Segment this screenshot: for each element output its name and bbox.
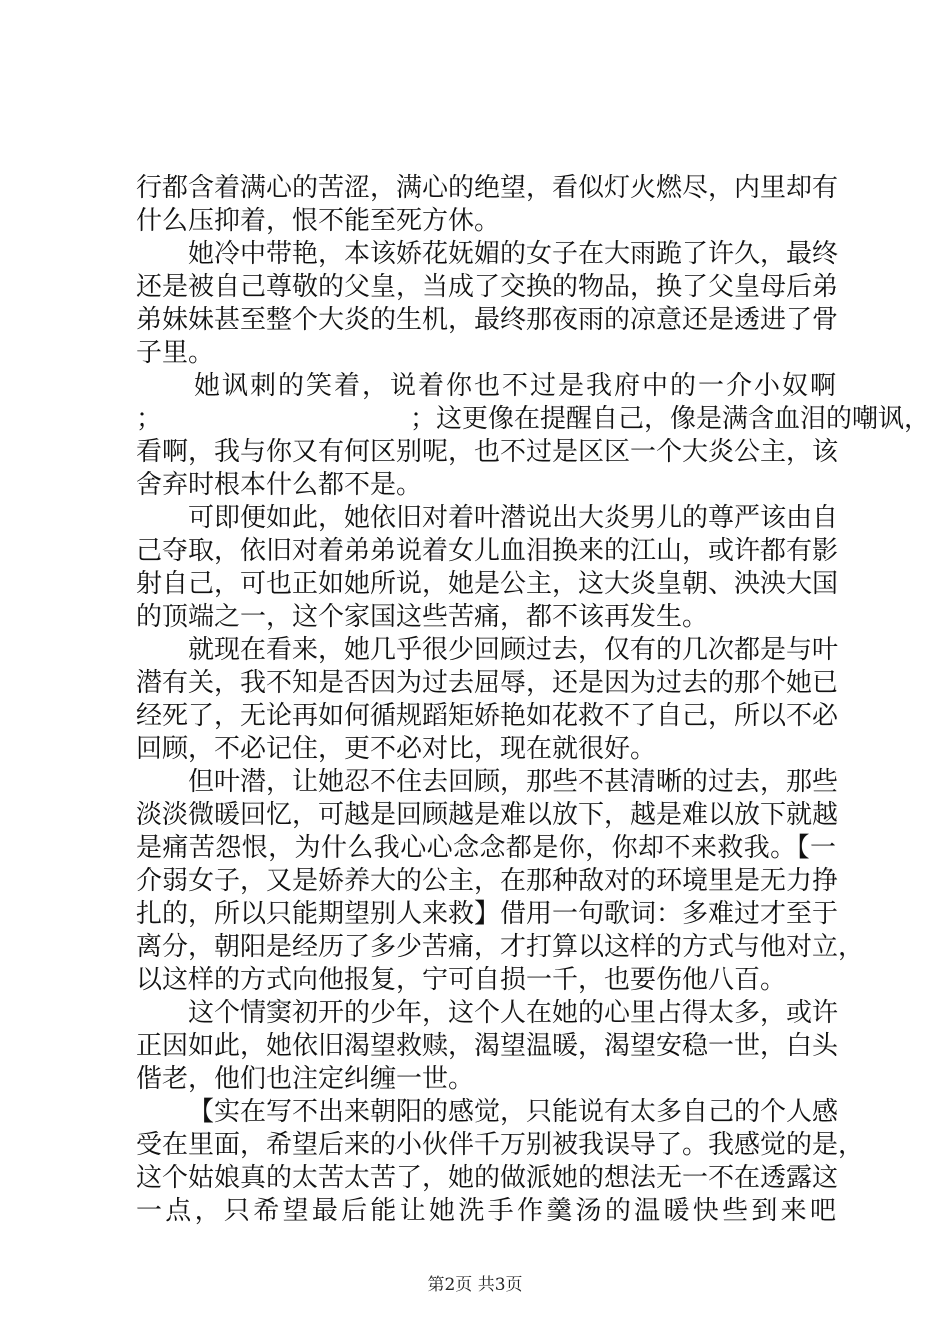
text-line: 她讽刺的笑着，说着你也不过是我府中的一介小奴啊 <box>194 371 836 401</box>
text-line: 偕老，他们也注定纠缠一世。 <box>136 1064 475 1094</box>
text-line: 但叶潜，让她忍不住去回顾，那些不甚清晰的过去，那些 <box>188 767 839 797</box>
text-line: 淡淡微暖回忆，可越是回顾越是难以放下，越是难以放下就越 <box>136 800 839 830</box>
text-line: 行都含着满心的苦涩，满心的绝望，看似灯火燃尽，内里却有 <box>136 173 839 203</box>
text-line: 射自己，可也正如她所说，她是公主，这大炎皇朝、泱泱大国 <box>136 569 839 599</box>
text-line: 介弱女子，又是娇养大的公主，在那种敌对的环境里是无力挣 <box>136 866 839 896</box>
text-line: 正因如此，她依旧渴望救赎，渴望温暖，渴望安稳一世，白头 <box>136 1031 839 1061</box>
text-line: 离分，朝阳是经历了多少苦痛，才打算以这样的方式与他对立， <box>136 932 865 962</box>
text-line: 弟妹妹甚至整个大炎的生机，最终那夜雨的凉意还是透进了骨 <box>136 305 839 335</box>
text-line: 以这样的方式向他报复，宁可自损一千，也要伤他八百。 <box>136 965 787 995</box>
text-line: 一点，只希望最后能让她洗手作羹汤的温暖快些到来吧 <box>136 1196 836 1226</box>
document-body <box>136 172 930 1228</box>
text-line: 己夺取，依旧对着弟弟说着女儿血泪换来的江山，或许都有影 <box>136 536 839 566</box>
text-line: 经死了，无论再如何循规蹈矩娇艳如花救不了自己，所以不必 <box>136 701 839 731</box>
text-line: 就现在看来，她几乎很少回顾过去，仅有的几次都是与叶 <box>188 635 839 665</box>
page-number-footer: 第2页 共3页 <box>427 1275 523 1295</box>
text-line: 【实在写不出来朝阳的感觉，只能说有太多自己的个人感 <box>188 1097 839 1127</box>
text-line: 还是被自己尊敬的父皇，当成了交换的物品，换了父皇母后弟 <box>136 272 839 302</box>
text-line: 子里。 <box>136 338 215 368</box>
text-line: 这个情窦初开的少年，这个人在她的心里占得太多，或许 <box>188 998 839 1028</box>
text-line: 这个姑娘真的太苦太苦了，她的做派她的想法无一不在透露这 <box>136 1163 839 1193</box>
text-line: 扎的，所以只能期望别人来救】借用一句歌词：多难过才至于 <box>136 899 839 929</box>
text-line: 舍弃时根本什么都不是。 <box>136 470 423 500</box>
text-line: 什么压抑着，恨不能至死方休。 <box>136 206 501 236</box>
text-line: 看啊，我与你又有何区别呢，也不过是区区一个大炎公主，该 <box>136 437 839 467</box>
text-line: 的顶端之一，这个家国这些苦痛，都不该再发生。 <box>136 602 709 632</box>
text-line: 可即便如此，她依旧对着叶潜说出大炎男儿的尊严该由自 <box>188 503 839 533</box>
text-line: 潜有关，我不知是否因为过去屈辱，还是因为过去的那个她已 <box>136 668 839 698</box>
text-line: 受在里面，希望后来的小伙伴千万别被我误导了。我感觉的是， <box>136 1130 865 1160</box>
text-line: 她冷中带艳，本该娇花妩媚的女子在大雨跪了许久，最终 <box>188 239 839 269</box>
text-line: 是痛苦怨恨，为什么我心心念念都是你，你却不来救我。【一 <box>136 833 836 863</box>
text-line: 回顾，不必记住，更不必对比，现在就很好。 <box>136 734 657 764</box>
text-line: ； ；这更像在提醒自己，像是满含血泪的嘲讽， <box>136 404 930 434</box>
